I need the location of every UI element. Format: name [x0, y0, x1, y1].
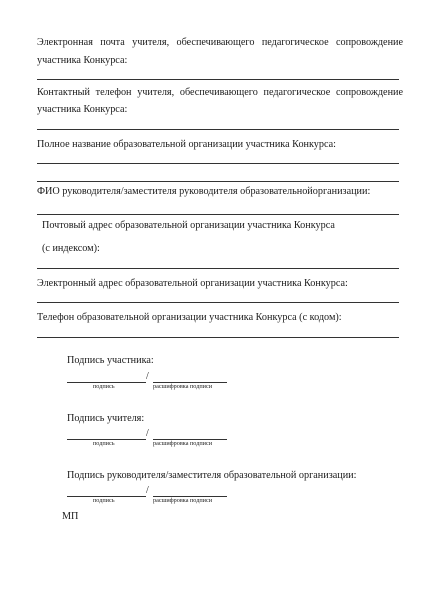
participant-signature-separator: / — [146, 371, 149, 382]
participant-signature-caption: подпись — [93, 383, 115, 390]
teacher-signature-separator: / — [146, 428, 149, 439]
teacher-decode-caption: расшифровка подписи — [153, 440, 213, 447]
teacher-signature-caption: подпись — [93, 440, 115, 447]
postal-address-label-line1: Почтовый адрес образовательной организации участника Конкурса — [42, 220, 335, 231]
postal-address-field-line[interactable] — [37, 268, 399, 269]
director-signature-caption: подпись — [93, 497, 115, 504]
org-email-label: Электронный адрес образовательной организации участника Конкурса: — [37, 278, 348, 289]
teacher-email-label-line1: Электронная почта учителя, обеспечивающего педагогическое сопровождение — [37, 37, 403, 48]
org-name-field-line-1[interactable] — [37, 163, 399, 164]
director-decode-caption: расшифровка подписи — [153, 497, 213, 504]
org-email-field-line[interactable] — [37, 302, 399, 303]
teacher-email-field-line[interactable] — [37, 79, 399, 80]
teacher-signature-title: Подпись учителя: — [67, 413, 145, 424]
teacher-phone-field-line[interactable] — [37, 129, 399, 130]
org-name-label: Полное название образовательной организации участника Конкурса: — [37, 139, 336, 150]
teacher-phone-label-line1: Контактный телефон учителя, обеспечивающего педагогическое сопровождение — [37, 87, 403, 98]
teacher-phone-label-line2: участника Конкурса: — [37, 104, 128, 115]
participant-signature-title: Подпись участника: — [67, 355, 154, 366]
director-signature-separator: / — [146, 485, 149, 496]
director-name-field-line[interactable] — [37, 214, 399, 215]
director-signature-title: Подпись руководителя/заместителя образовательной организации: — [67, 470, 357, 481]
org-phone-label: Телефон образовательной организации участника Конкурса (с кодом): — [37, 312, 342, 323]
participant-decode-caption: расшифровка подписи — [153, 383, 213, 390]
postal-address-label-line2: (с индексом): — [42, 243, 100, 254]
teacher-email-label-line2: участника Конкурса: — [37, 55, 128, 66]
director-name-label: ФИО руководителя/заместителя руководителя образовательнойорганизации: — [37, 186, 371, 197]
org-name-field-line-2[interactable] — [37, 181, 399, 182]
stamp-label: МП — [62, 511, 79, 522]
org-phone-field-line[interactable] — [37, 337, 399, 338]
